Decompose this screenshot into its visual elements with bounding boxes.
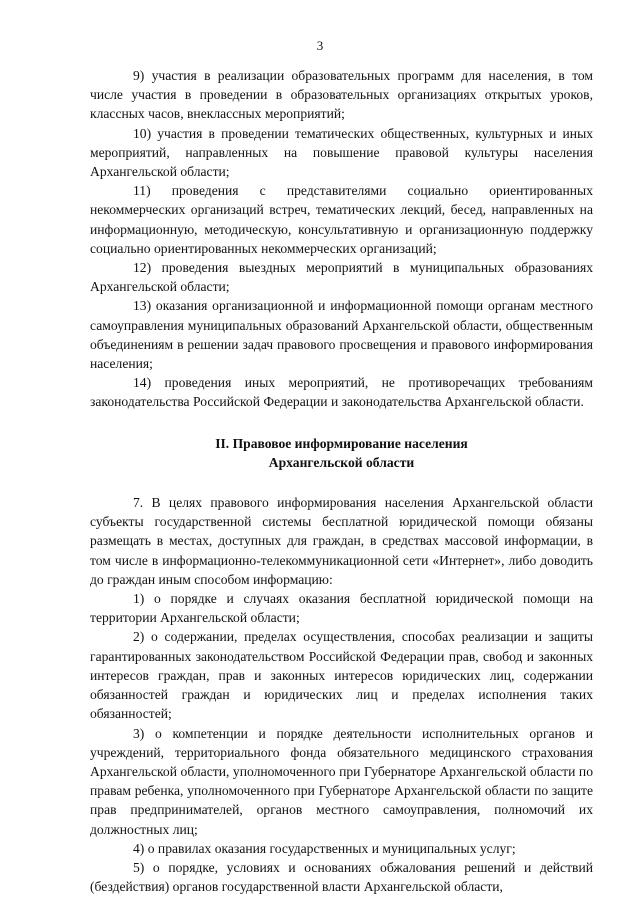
section-title-line-1: II. Правовое информирование населения	[215, 435, 468, 451]
list-item-9: 9) участия в реализации образовательных программ для населения, в том числе участия в проведении в образовательных организациях открытых уроков, классных часов, внеклассных мероприятий;	[90, 68, 593, 122]
info-item-2: 2) о содержании, пределах осуществления, способах реализации и защиты гарантированных законодательством Российской Федерации прав, свобод и законных интересов граждан, прав и законных интересов юридических лиц, содержании обязанностей граждан и юридических лиц и пределах исполнения таких обязанностей;	[90, 629, 593, 722]
info-item-4: 4) о правилах оказания государственных и муниципальных услуг;	[133, 840, 516, 856]
info-item-5: 5) о порядке, условиях и основаниях обжалования решений и действий (бездействия) органов государственной власти Архангельской области,	[90, 859, 593, 895]
info-item-1: 1) о порядке и случаях оказания бесплатной юридической помощи на территории Архангельской области;	[90, 591, 593, 626]
document-body	[90, 66, 593, 896]
section-title-line-2: Архангельской области	[268, 454, 415, 470]
spacer	[90, 412, 593, 434]
list-item-14: 14) проведения иных мероприятий, не противоречащих требованиям законодательства Российской Федерации и законодательства Архангельской области.	[90, 375, 593, 410]
spacer	[90, 472, 593, 493]
list-item-11: 11) проведения с представителями социально ориентированных некоммерческих организаций встреч, тематических лекций, бесед, направленных на информационную, методическую, консультативную и организационную поддержку социально ориентированных некоммерческих организаций;	[90, 183, 593, 256]
list-item-10: 10) участия в проведении тематических общественных, культурных и иных мероприятий, направленных на повышение правовой культуры населения Архангельской области;	[90, 125, 593, 180]
paragraph-7: 7. В целях правового информирования населения Архангельской области субъекты государственной системы бесплатной юридической помощи обязаны размещать в местах, доступных для граждан, в средствах массовой информации, в том числе в информационно-телекоммуникационной сети «Интернет», либо доводить до граждан иным способом информацию:	[90, 495, 593, 587]
list-item-12: 12) проведения выездных мероприятий в муниципальных образованиях Архангельской области;	[90, 260, 593, 295]
info-item-3: 3) о компетенции и порядке деятельности исполнительных органов и учреждений, территориального фонда обязательного медицинского страхования Архангельской области, уполномоченного при Губернаторе Архангельской области по правам ребенка, уполномоченного при Губернаторе Архангельской области по защите прав предпринимателей, органов местного самоуправления, полномочий их должностных лиц;	[90, 725, 593, 837]
list-item-13: 13) оказания организационной и информационной помощи органам местного самоуправления муниципальных образований Архангельской области, общественным объединениям в решении задач правового просвещения и правового информирования населения;	[90, 298, 593, 372]
page-number: 3	[316, 38, 324, 53]
